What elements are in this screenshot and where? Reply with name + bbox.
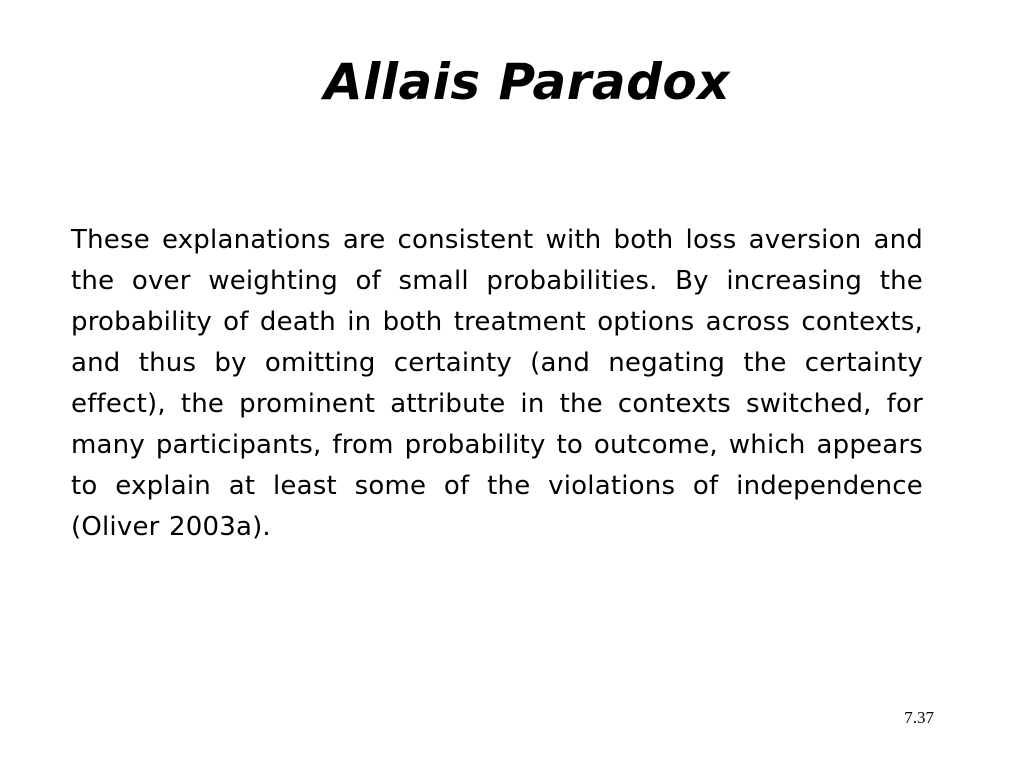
slide-number: 7.37 [904,708,934,727]
slide-title: Allais Paradox [324,53,730,111]
slide-body-text: These explanations are consistent with both loss aversion and the over weighting of small probabilities. By increasing the probability of death in both treatment options across contexts, and thus by omitting certainty (and negating the certainty effect), the prominent attribute in the contexts switched, for many participants, from probability to outcome, which appears to explain at least some of the violations of independence (Oliver 2003a). [71,225,923,542]
